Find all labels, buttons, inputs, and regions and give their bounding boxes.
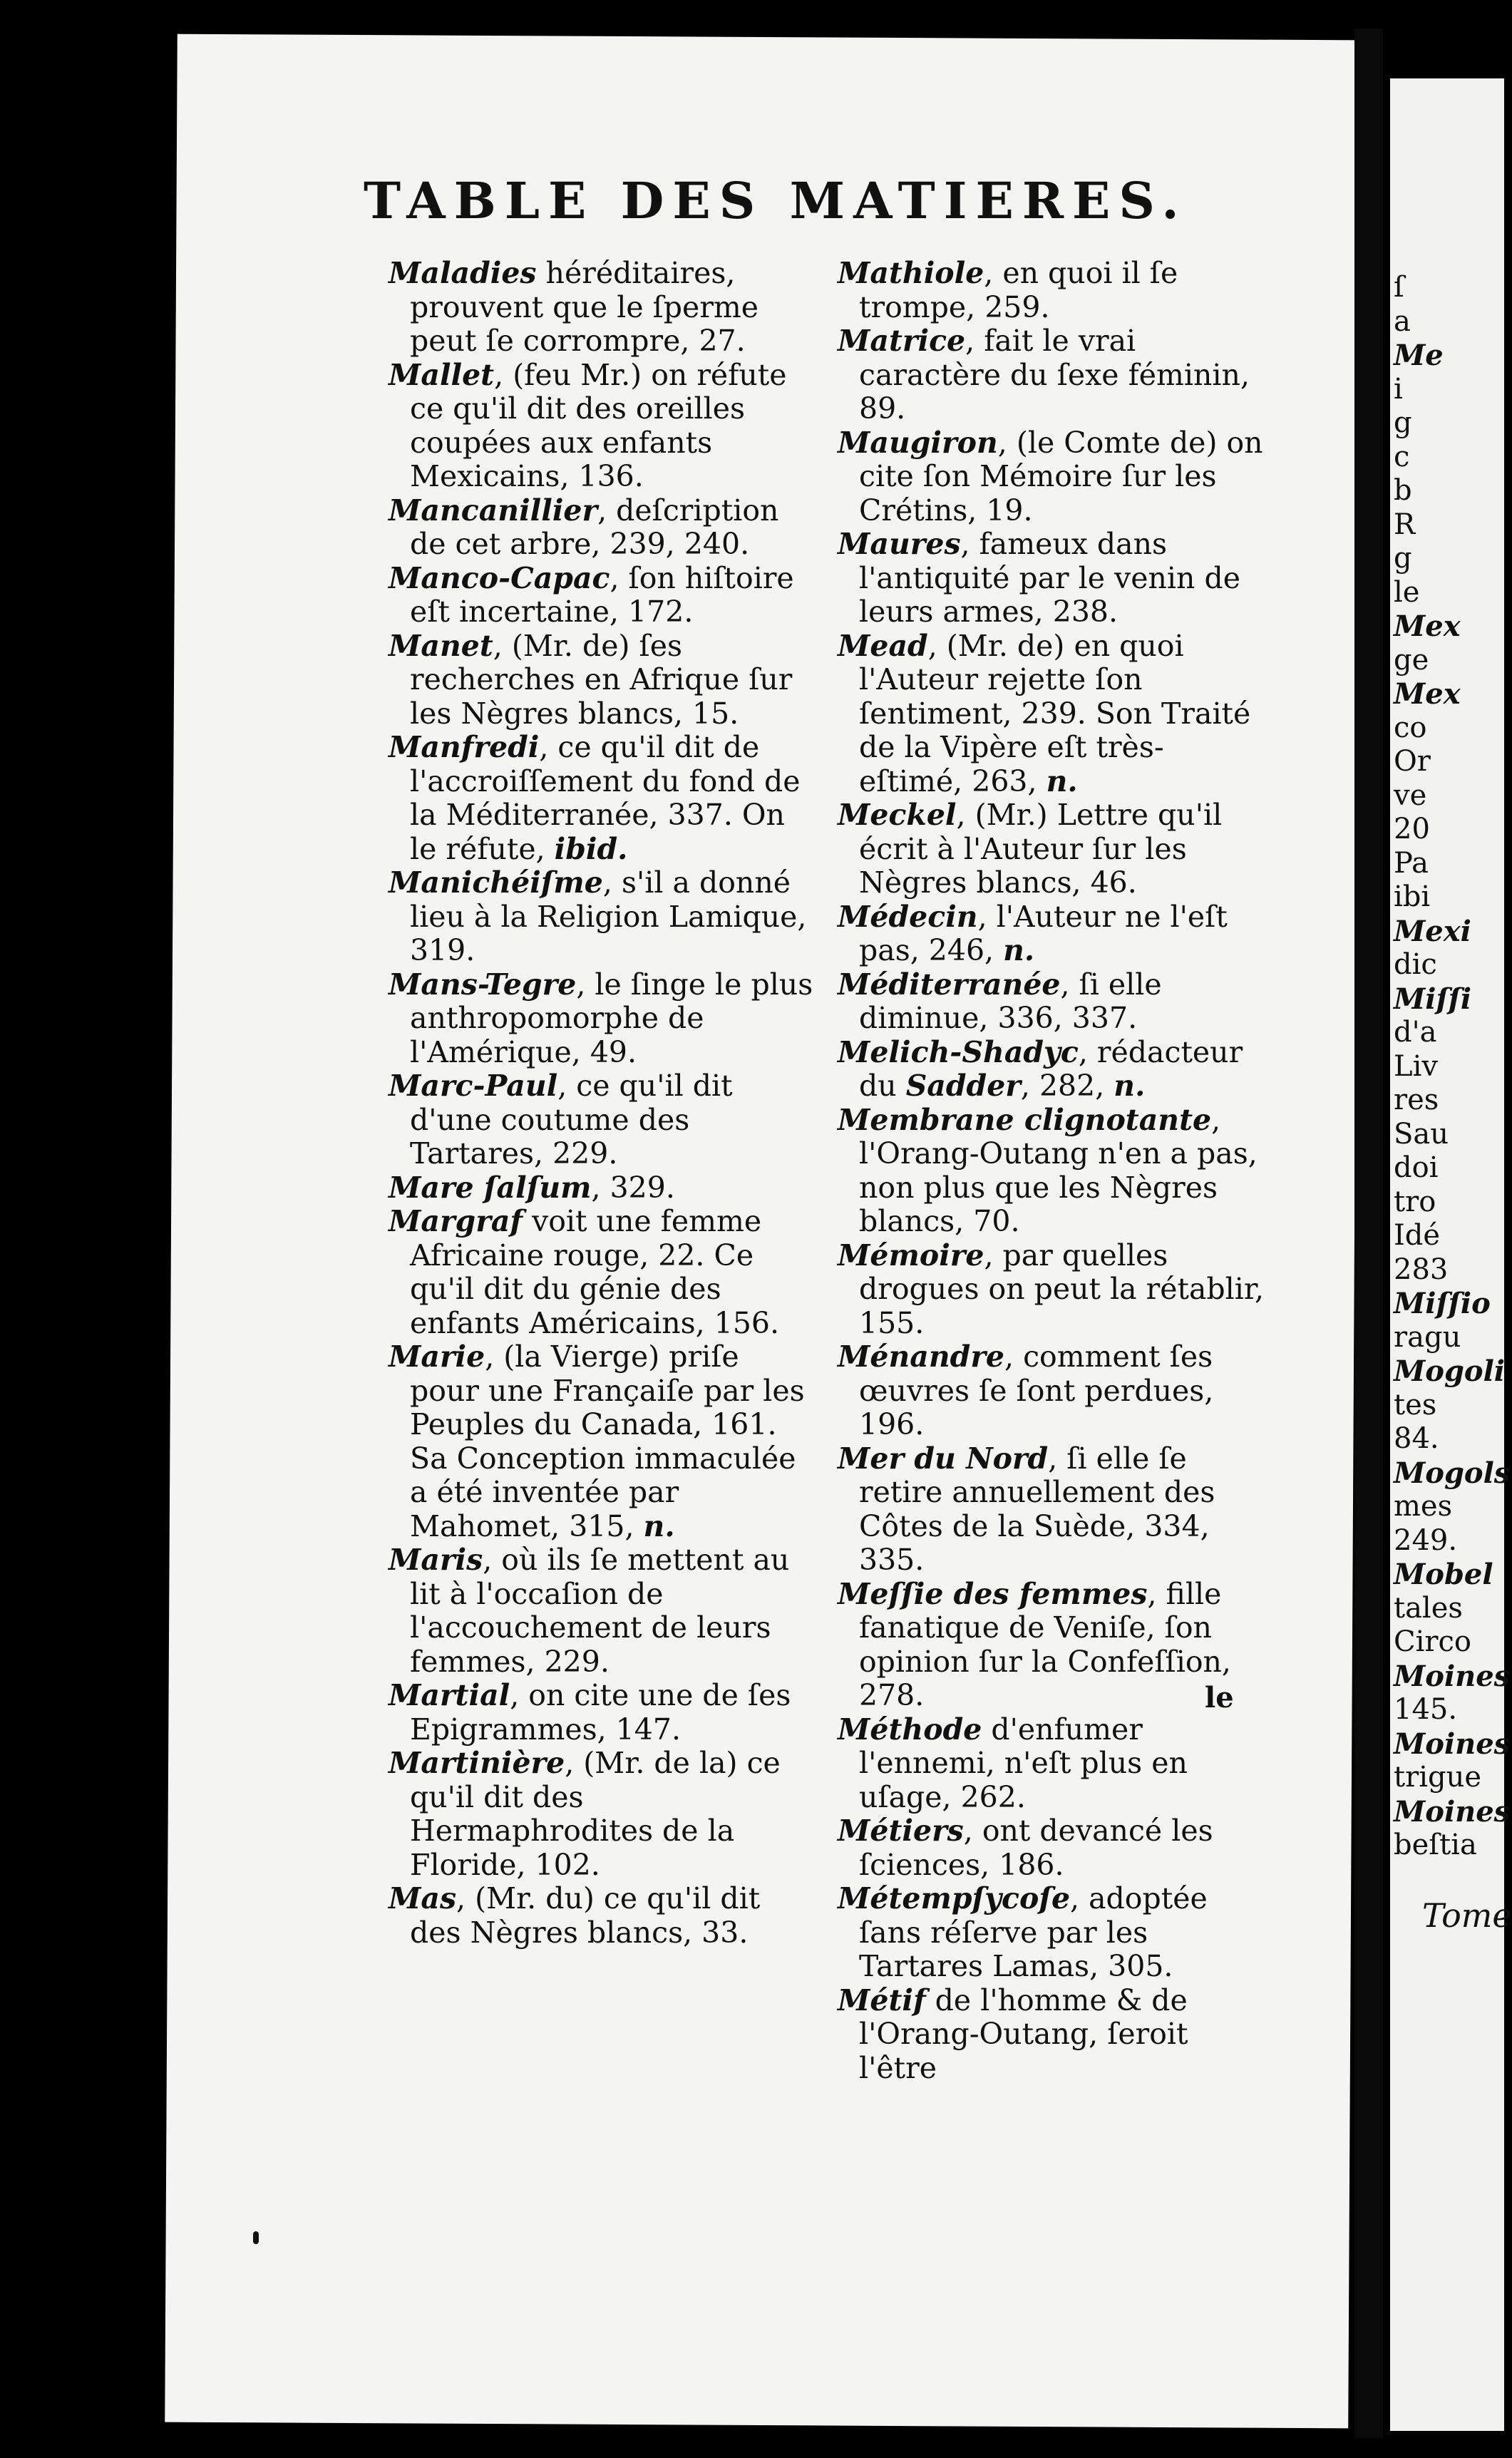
- index-entry: [838, 1104, 1265, 1239]
- entry-text: , (feu Mr.) on réfute ce qu'il dit des oreilles coupées aux enfants Mexicains, 136.: [410, 357, 787, 493]
- entry-headword: Mead: [838, 628, 928, 663]
- index-entry: [389, 359, 816, 494]
- entry-italic: n.: [1114, 1069, 1146, 1103]
- entry-headword: Martinière: [389, 1746, 565, 1780]
- index-entry: [838, 1814, 1265, 1882]
- entry-text: , (Mr. de) ſes recherches en Afrique ſur les Nègres blancs, 15.: [410, 628, 793, 731]
- margin-fragment: tro: [1394, 1185, 1436, 1218]
- index-entry: [838, 1036, 1265, 1104]
- margin-fragment: c: [1394, 440, 1410, 473]
- entry-text: , s'il a donné lieu à la Religion Lamique, 319.: [410, 865, 807, 967]
- entry-text: , deſcription de cet arbre, 239, 240.: [410, 493, 779, 561]
- index-entry: [838, 1578, 1265, 1713]
- entry-headword: Manfredi: [389, 730, 540, 764]
- entry-headword: Manet: [389, 628, 493, 663]
- page-blemish: [253, 2231, 259, 2244]
- index-entry: [389, 1543, 816, 1679]
- entry-headword: Matrice: [838, 324, 966, 358]
- entry-headword: Métif: [838, 1983, 926, 2017]
- entry-text: , fameux dans l'antiquité par le venin de leurs armes, 238.: [859, 527, 1240, 629]
- margin-fragment: mes: [1394, 1490, 1453, 1523]
- facing-page-fragments: [1394, 271, 1511, 1863]
- index-entry: [838, 324, 1265, 426]
- index-entry: [389, 1069, 816, 1171]
- margin-fragment: Mex: [1394, 610, 1461, 643]
- entry-text: , en quoi il ſe trompe, 259.: [859, 256, 1178, 324]
- entry-text: , fait le vrai caractère du ſexe féminin, 89.: [859, 324, 1250, 426]
- margin-fragment: Miſſi: [1394, 982, 1472, 1016]
- margin-fragment: tes: [1394, 1388, 1437, 1421]
- entry-italic: ibid.: [554, 831, 628, 866]
- margin-fragment: dic: [1394, 948, 1437, 981]
- entry-headword: Marc-Paul: [389, 1069, 558, 1103]
- margin-fragment: ragu: [1394, 1320, 1461, 1354]
- margin-fragment: 249.: [1394, 1523, 1458, 1557]
- entry-text: , comment ſes œuvres ſe ſont perdues, 196.: [859, 1339, 1214, 1441]
- margin-fragment: 20: [1394, 813, 1430, 845]
- entry-italic: Sadder: [905, 1069, 1021, 1103]
- entry-headword: Métempſycoſe: [838, 1881, 1071, 1916]
- entry-text: héréditaires, prouvent que le ſperme peut ſe corrompre, 27.: [410, 256, 759, 358]
- entry-headword: Métiers: [838, 1814, 964, 1848]
- index-entry: [838, 798, 1265, 900]
- margin-fragment: a: [1394, 304, 1411, 338]
- margin-fragment: doi: [1394, 1151, 1439, 1184]
- index-entry: [389, 629, 816, 731]
- index-entry: [838, 968, 1265, 1036]
- margin-fragment: d'a: [1394, 1016, 1437, 1049]
- index-entry: [389, 968, 816, 1070]
- margin-fragment: i: [1394, 372, 1403, 406]
- entry-text: , ont devancé les ſciences, 186.: [859, 1814, 1213, 1882]
- margin-fragment: ve: [1394, 778, 1427, 812]
- margin-fragment: ibi: [1394, 880, 1431, 913]
- entry-italic: n.: [1046, 763, 1078, 798]
- margin-fragment: beſtia: [1394, 1829, 1477, 1861]
- index-entry: [838, 1713, 1265, 1815]
- index-column-right: [838, 257, 1265, 2085]
- entry-text: , par quelles drogues on peut la rétablir, 155.: [859, 1238, 1265, 1340]
- entry-headword: Maladies: [389, 256, 537, 290]
- entry-text: , 282,: [1020, 1069, 1114, 1103]
- margin-fragment: ſ: [1394, 271, 1404, 304]
- index-entry: [838, 1442, 1265, 1578]
- margin-fragment: g: [1394, 406, 1412, 439]
- index-entry: [389, 1747, 816, 1882]
- entry-text: , 329.: [591, 1170, 675, 1205]
- entry-text: voit une femme Africaine rouge, 22. Ce qu'il dit du génie des enfants Américains, 156.: [410, 1204, 780, 1340]
- entry-headword: Maris: [389, 1543, 483, 1577]
- entry-italic: n.: [1003, 933, 1035, 967]
- entry-headword: Marie: [389, 1339, 485, 1374]
- margin-fragment: co: [1394, 711, 1427, 744]
- margin-fragment: Idé: [1394, 1219, 1441, 1252]
- entry-headword: Manichéiſme: [389, 865, 603, 900]
- entry-text: d'enfumer l'ennemi, n'eſt plus en uſage, 262.: [859, 1712, 1188, 1814]
- entry-headword: Mas: [389, 1881, 457, 1916]
- entry-text: , ce qu'il dit d'une coutume des Tartares, 229.: [410, 1069, 733, 1171]
- margin-fragment: Mexi: [1394, 914, 1471, 948]
- margin-fragment: Mogols: [1394, 1456, 1511, 1490]
- entry-headword: Médecin: [838, 899, 978, 934]
- index-entry: [838, 629, 1265, 799]
- margin-fragment: le: [1394, 575, 1420, 609]
- margin-fragment: Miſſio: [1394, 1287, 1491, 1320]
- entry-headword: Mer du Nord: [838, 1441, 1049, 1476]
- index-entry: [838, 1239, 1265, 1341]
- margin-fragment: Sau: [1394, 1117, 1449, 1151]
- entry-headword: Mans-Tegre: [389, 967, 577, 1002]
- entry-headword: Maugiron: [838, 425, 998, 460]
- index-entry: [389, 1882, 816, 1950]
- entry-text: , où ils ſe mettent au lit à l'occaſion de l'accouchement de leurs femmes, 229.: [410, 1543, 790, 1679]
- entry-text: , ſon hiſtoire eſt incertaine, 172.: [410, 560, 794, 629]
- margin-fragment: trigue: [1394, 1761, 1482, 1794]
- entry-text: , fille fanatique de Veniſe, ſon opinion ſur la Confeſſion, 278.: [859, 1576, 1231, 1712]
- page-gutter: [1354, 29, 1383, 2438]
- margin-fragment: g: [1394, 542, 1412, 575]
- margin-fragment: Moines: [1394, 1727, 1511, 1761]
- entry-headword: Mathiole: [838, 256, 984, 290]
- entry-text: , (Mr. de) en quoi l'Auteur rejette ſon ſentiment, 239. Son Traité de la Vipère eſt très-eſtimé, 263,: [859, 628, 1251, 798]
- index-entry: [838, 426, 1265, 528]
- entry-text: , ſi elle ſe retire annuellement des Côtes de la Suède, 334, 335.: [859, 1441, 1215, 1577]
- entry-text: , ce qu'il dit de l'accroiſſement du fond de la Méditerranée, 337. On le réfute,: [410, 730, 801, 866]
- index-entry: [389, 1171, 816, 1205]
- entry-headword: Membrane clignotante: [838, 1102, 1212, 1137]
- entry-text: , (le Comte de) on cite ſon Mémoire ſur les Crétins, 19.: [859, 425, 1263, 528]
- entry-text: , adoptée ſans réſerve par les Tartares Lamas, 305.: [859, 1881, 1208, 1983]
- margin-fragment: 145.: [1394, 1693, 1458, 1726]
- index-entry: [389, 562, 816, 629]
- index-entry: [389, 866, 816, 968]
- index-entry: [838, 528, 1265, 629]
- entry-text: de l'homme & de l'Orang-Outang, ſeroit l'être: [859, 1983, 1188, 2085]
- margin-fragment: R: [1394, 508, 1416, 541]
- margin-fragment: 283: [1394, 1253, 1449, 1286]
- margin-fragment: 84.: [1394, 1422, 1439, 1455]
- margin-fragment: Mogoli: [1394, 1354, 1505, 1388]
- entry-text: , (Mr. du) ce qu'il dit des Nègres blancs, 33.: [410, 1881, 761, 1950]
- entry-text: , l'Auteur ne l'eſt pas, 246,: [859, 899, 1228, 967]
- index-entry: [838, 900, 1265, 968]
- margin-fragment: res: [1394, 1084, 1439, 1116]
- page-title: TABLE DES MATIERES.: [364, 171, 1188, 230]
- margin-fragment: tales: [1394, 1591, 1463, 1625]
- margin-fragment: Moines: [1394, 1659, 1511, 1693]
- margin-fragment: Mex: [1394, 677, 1461, 711]
- margin-fragment: Mobel: [1394, 1558, 1493, 1591]
- entry-text: , on cite une de ſes Epigrammes, 147.: [410, 1678, 791, 1747]
- index-entry: [838, 1340, 1265, 1442]
- entry-headword: Mancanillier: [389, 493, 598, 528]
- entry-headword: Meckel: [838, 798, 957, 832]
- catchword: le: [1205, 1681, 1234, 1714]
- entry-text: , (Mr.) Lettre qu'il écrit à l'Auteur ſur les Nègres blancs, 46.: [859, 798, 1223, 900]
- entry-headword: Mare ſalſum: [389, 1170, 592, 1205]
- entry-headword: Meſſie des femmes: [838, 1576, 1148, 1611]
- entry-text: , le ſinge le plus anthropomorphe de l'Amérique, 49.: [410, 967, 813, 1069]
- entry-text: , l'Orang-Outang n'en a pas, non plus que les Nègres blancs, 70.: [859, 1102, 1258, 1238]
- facing-page-footer: Tome: [1422, 1896, 1512, 1935]
- index-entry: [389, 731, 816, 866]
- entry-text: , ſi elle diminue, 336, 337.: [859, 967, 1162, 1035]
- entry-headword: Ménandre: [838, 1339, 1005, 1374]
- entry-headword: Margraf: [389, 1204, 523, 1238]
- margin-fragment: Circo: [1394, 1625, 1472, 1658]
- entry-headword: Méthode: [838, 1712, 982, 1747]
- index-entry: [389, 257, 816, 359]
- entry-headword: Martial: [389, 1678, 510, 1712]
- entry-italic: n.: [643, 1508, 675, 1543]
- index-entry: [838, 257, 1265, 324]
- entry-headword: Manco-Capac: [389, 560, 610, 595]
- index-entry: [389, 1340, 816, 1543]
- margin-fragment: Pa: [1394, 846, 1429, 880]
- entry-text: , (Mr. de la) ce qu'il dit des Hermaphrodites de la Floride, 102.: [410, 1746, 781, 1882]
- margin-fragment: Or: [1394, 745, 1431, 778]
- entry-headword: Méditerranée: [838, 967, 1061, 1002]
- entry-headword: Melich-Shadyc: [838, 1034, 1079, 1069]
- entry-headword: Mémoire: [838, 1238, 984, 1272]
- index-entry: [389, 494, 816, 562]
- index-entry: [838, 1984, 1265, 2086]
- entry-text: , rédacteur du: [859, 1034, 1243, 1103]
- entry-headword: Mallet: [389, 357, 495, 392]
- margin-fragment: b: [1394, 474, 1412, 507]
- index-entry: [389, 1679, 816, 1747]
- margin-fragment: Me: [1394, 339, 1444, 372]
- margin-fragment: Liv: [1394, 1049, 1438, 1083]
- margin-fragment: ge: [1394, 643, 1429, 677]
- entry-text: , (la Vierge) priſe pour une Françaiſe par les Peuples du Canada, 161. Sa Conception immaculée a été inventée par Mahomet, 315,: [410, 1339, 805, 1543]
- index-entry: [838, 1882, 1265, 1984]
- index-entry: [389, 1205, 816, 1340]
- index-column-left: [389, 257, 816, 1950]
- entry-headword: Maures: [838, 527, 961, 561]
- margin-fragment: Moines: [1394, 1794, 1511, 1829]
